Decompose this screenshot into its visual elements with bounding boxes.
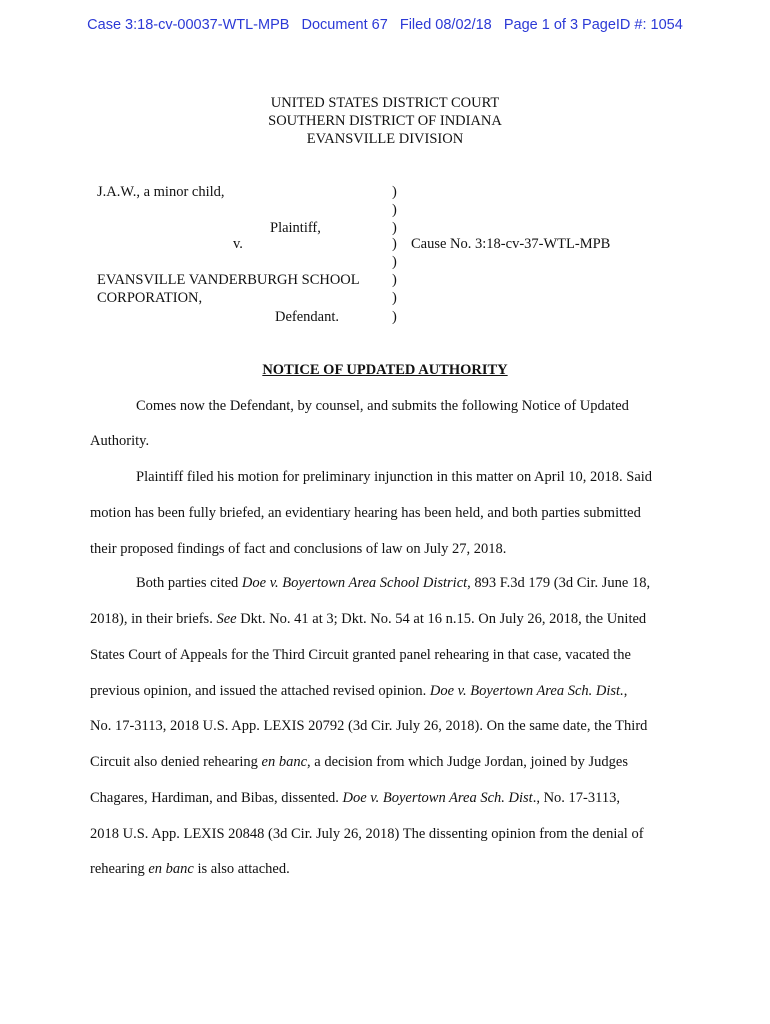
- case-citation: Doe v. Boyertown Area Sch. Dist: [342, 790, 533, 806]
- body-text: is also attached.: [193, 861, 290, 877]
- caption-paren: ): [392, 236, 397, 252]
- body-text: Chagares, Hardiman, and Bibas, dissented.: [90, 790, 343, 806]
- body-line: their proposed findings of fact and conclusions of law on July 27, 2018.: [90, 541, 507, 557]
- body-text: Circuit also denied rehearing: [90, 754, 262, 770]
- caption-paren: ): [392, 290, 397, 306]
- body-line: No. 17-3113, 2018 U.S. App. LEXIS 20792 (3d Cir. July 26, 2018). On the same date, the Third: [90, 718, 648, 734]
- court-heading: [0, 94, 770, 148]
- court-division: EVANSVILLE DIVISION: [306, 131, 464, 147]
- signal-word: See: [216, 611, 237, 627]
- body-line: [90, 790, 620, 807]
- body-line: [90, 611, 646, 628]
- body-line: [90, 861, 290, 878]
- court-district: SOUTHERN DISTRICT OF INDIANA: [268, 113, 502, 129]
- body-line: Authority.: [90, 433, 150, 449]
- versus-label: v.: [233, 236, 243, 252]
- document-title: NOTICE OF UPDATED AUTHORITY: [262, 362, 508, 378]
- case-citation: Doe v. Boyertown Area Sch. Dist.: [429, 683, 624, 699]
- body-line: 2018 U.S. App. LEXIS 20848 (3d Cir. July 26, 2018) The dissenting opinion from the denial of: [90, 826, 644, 842]
- latin-term: en banc: [148, 861, 194, 877]
- body-line: [90, 754, 628, 771]
- body-text: Dkt. No. 41 at 3; Dkt. No. 54 at 16 n.15. On July 26, 2018, the United: [236, 611, 647, 627]
- body-line: Comes now the Defendant, by counsel, and submits the following Notice of Updated: [136, 398, 629, 414]
- body-text: rehearing: [90, 861, 149, 877]
- court-name: UNITED STATES DISTRICT COURT: [270, 95, 500, 111]
- plaintiff-name: J.A.W., a minor child,: [97, 184, 225, 200]
- case-citation: Doe v. Boyertown Area School District: [241, 575, 468, 591]
- caption-paren: ): [392, 309, 397, 325]
- body-line: [90, 683, 627, 700]
- defendant-role: Defendant.: [275, 309, 340, 325]
- body-line: motion has been fully briefed, an evidentiary hearing has been held, and both parties submitted: [90, 505, 641, 521]
- body-text: 2018), in their briefs.: [90, 611, 217, 627]
- plaintiff-role: Plaintiff,: [270, 220, 321, 236]
- caption-paren: ): [392, 254, 397, 270]
- body-text: , a decision from which Judge Jordan, joined by Judges: [307, 754, 628, 770]
- body-text: ., No. 17-3113,: [532, 790, 620, 806]
- latin-term: en banc: [261, 754, 308, 770]
- caption-paren: ): [392, 220, 397, 236]
- cause-number: Cause No. 3:18-cv-37-WTL-MPB: [411, 236, 611, 252]
- body-text: Both parties cited: [136, 575, 242, 591]
- body-text: previous opinion, and issued the attached revised opinion.: [90, 683, 430, 699]
- caption-paren: ): [392, 202, 397, 218]
- caption-paren: ): [392, 272, 397, 288]
- caption-paren: ): [392, 184, 397, 200]
- body-line: [136, 575, 650, 592]
- body-line: States Court of Appeals for the Third Circuit granted panel rehearing in that case, vacated the: [90, 647, 631, 663]
- defendant-name-line1: EVANSVILLE VANDERBURGH SCHOOL: [97, 272, 360, 288]
- body-text: ,: [623, 683, 628, 699]
- filing-header-stamp: Case 3:18-cv-00037-WTL-MPB Document 67 Filed 08/02/18 Page 1 of 3 PageID #: 1054: [87, 17, 683, 33]
- body-text: , 893 F.3d 179 (3d Cir. June 18,: [467, 575, 651, 591]
- defendant-name-line2: CORPORATION,: [97, 290, 203, 306]
- body-line: Plaintiff filed his motion for preliminary injunction in this matter on April 10, 2018. Said: [136, 469, 653, 485]
